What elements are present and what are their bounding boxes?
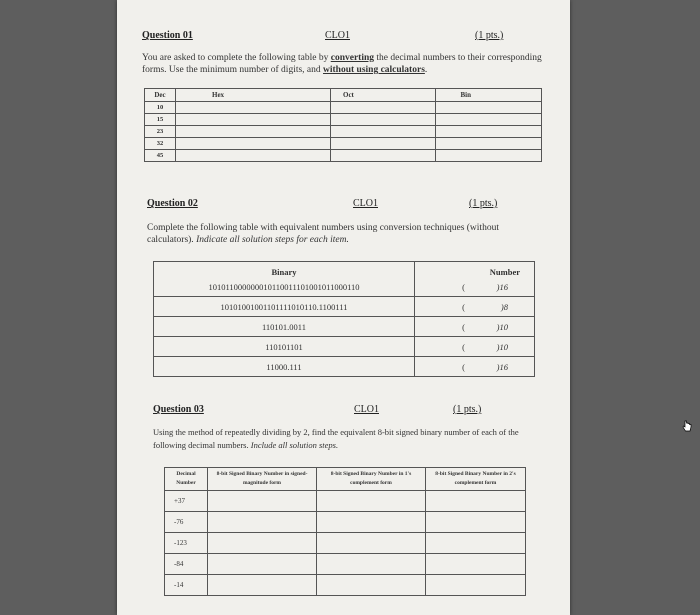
q3-instr-part-b: Include all solution steps. — [250, 440, 339, 450]
table-row — [145, 114, 542, 126]
q3-dec-cell: -123 — [165, 533, 208, 554]
q3-header-twos-complement: 8-bit Signed Binary Number in 2's complement form — [426, 468, 526, 491]
q1-hex-cell[interactable] — [176, 102, 331, 114]
table-row — [154, 317, 535, 337]
q1-oct-cell[interactable] — [331, 114, 436, 126]
q3-sm-cell[interactable] — [208, 512, 317, 533]
q3-2c-cell[interactable] — [426, 491, 526, 512]
q1-instr-part-d: without using calculators — [323, 65, 425, 75]
q3-1c-cell[interactable] — [317, 575, 426, 596]
q2-header-binary: Binary — [154, 262, 415, 278]
q3-title: Question 03 — [153, 404, 204, 415]
q1-dec-cell: 23 — [145, 126, 176, 138]
q1-clo: CLO1 — [325, 30, 350, 41]
q1-dec-cell: 32 — [145, 138, 176, 150]
table-row — [165, 533, 526, 554]
table-row — [154, 337, 535, 357]
q1-dec-cell: 15 — [145, 114, 176, 126]
q2-table — [153, 261, 535, 377]
q3-dec-cell: +37 — [165, 491, 208, 512]
q1-instr-part-b: converting — [330, 53, 375, 63]
q1-bin-cell[interactable] — [436, 150, 542, 162]
q1-instructions: You are asked to complete the following table by converting the decimal numbers to their corresponding forms. Use the minimum number of digits, and without using calculators. — [142, 53, 542, 75]
q2-points: (1 pts.) — [469, 198, 498, 209]
q2-paren: ( — [415, 337, 466, 357]
q1-oct-cell[interactable] — [331, 138, 436, 150]
q3-table — [164, 467, 526, 596]
q2-clo: CLO1 — [353, 198, 378, 209]
q1-dec-cell: 45 — [145, 150, 176, 162]
q3-1c-cell[interactable] — [317, 512, 426, 533]
q1-bin-cell[interactable] — [436, 138, 542, 150]
q1-header-bin: Bin — [436, 89, 542, 102]
q3-dec-cell: -76 — [165, 512, 208, 533]
q2-header-number: Number — [415, 262, 535, 278]
q2-answer-cell[interactable]: )16 — [465, 357, 535, 377]
q1-oct-cell[interactable] — [331, 150, 436, 162]
q2-answer-cell[interactable]: )10 — [465, 337, 535, 357]
q1-oct-cell[interactable] — [331, 102, 436, 114]
q1-bin-cell[interactable] — [436, 114, 542, 126]
table-row — [165, 554, 526, 575]
q3-points: (1 pts.) — [453, 404, 482, 415]
table-row — [154, 277, 535, 297]
q2-answer-cell[interactable]: )8 — [465, 297, 535, 317]
q3-2c-cell[interactable] — [426, 533, 526, 554]
table-row — [154, 357, 535, 377]
table-row — [154, 297, 535, 317]
q1-hex-cell[interactable] — [176, 150, 331, 162]
q2-paren: ( — [415, 277, 466, 297]
q3-clo: CLO1 — [354, 404, 379, 415]
q2-binary-cell: 110101101 — [154, 337, 415, 357]
table-row — [165, 491, 526, 512]
q2-binary-cell: 11000.111 — [154, 357, 415, 377]
table-row — [145, 126, 542, 138]
table-row — [165, 575, 526, 596]
q3-1c-cell[interactable] — [317, 491, 426, 512]
q1-instr-part-c: the decimal numbers to their corresponding forms. Use the minimum number of digits, and — [142, 53, 542, 75]
q1-header-oct: Oct — [331, 89, 436, 102]
q1-header-dec: Dec — [145, 89, 176, 102]
q3-instr-part-a: Using the method of repeatedly dividing by 2, find the equivalent 8-bit signed binary number of each of the following decimal numbers. — [153, 427, 519, 450]
q3-header-signed-magnitude: 8-bit Signed Binary Number in signed-magnitude form — [208, 468, 317, 491]
q1-bin-cell[interactable] — [436, 126, 542, 138]
q1-header-hex: Hex — [176, 89, 331, 102]
q1-title: Question 01 — [142, 30, 193, 41]
table-row — [145, 150, 542, 162]
q2-title: Question 02 — [147, 198, 198, 209]
q3-sm-cell[interactable] — [208, 554, 317, 575]
table-row — [165, 512, 526, 533]
q3-sm-cell[interactable] — [208, 491, 317, 512]
q2-binary-cell: 10101001001101111010110.1100111 — [154, 297, 415, 317]
q1-points: (1 pts.) — [475, 30, 504, 41]
q1-dec-cell: 10 — [145, 102, 176, 114]
q1-hex-cell[interactable] — [176, 114, 331, 126]
document-page — [117, 0, 570, 615]
table-row — [145, 102, 542, 114]
q2-answer-cell[interactable]: )10 — [465, 317, 535, 337]
q1-instr-part-a: You are asked to complete the following table by — [142, 53, 329, 63]
q2-answer-cell[interactable]: )16 — [465, 277, 535, 297]
q2-instr-part-a: Complete the following table with equivalent numbers using conversion techniques (without calculators). — [147, 223, 499, 245]
q3-2c-cell[interactable] — [426, 554, 526, 575]
q1-hex-cell[interactable] — [176, 138, 331, 150]
q2-paren: ( — [415, 357, 466, 377]
q3-1c-cell[interactable] — [317, 533, 426, 554]
q2-paren: ( — [415, 297, 466, 317]
q3-dec-cell: -14 — [165, 575, 208, 596]
q3-dec-cell: -84 — [165, 554, 208, 575]
q1-oct-cell[interactable] — [331, 126, 436, 138]
q1-hex-cell[interactable] — [176, 126, 331, 138]
q2-paren: ( — [415, 317, 466, 337]
q3-header-decimal: Decimal Number — [165, 468, 208, 491]
q2-instr-part-b: Indicate all solution steps for each item. — [196, 235, 349, 245]
hand-cursor-icon — [682, 420, 692, 432]
q3-instructions — [153, 426, 538, 452]
q3-1c-cell[interactable] — [317, 554, 426, 575]
q1-bin-cell[interactable] — [436, 102, 542, 114]
q3-2c-cell[interactable] — [426, 512, 526, 533]
q3-sm-cell[interactable] — [208, 575, 317, 596]
q3-sm-cell[interactable] — [208, 533, 317, 554]
q3-2c-cell[interactable] — [426, 575, 526, 596]
q2-instructions — [147, 222, 542, 246]
q2-binary-cell: 110101.0011 — [154, 317, 415, 337]
q2-binary-cell: 10101100000001011001110100101100​0110 — [154, 277, 415, 297]
table-row — [145, 138, 542, 150]
q1-table — [144, 88, 542, 162]
q3-header-ones-complement: 8-bit Signed Binary Number in 1's complement form — [317, 468, 426, 491]
